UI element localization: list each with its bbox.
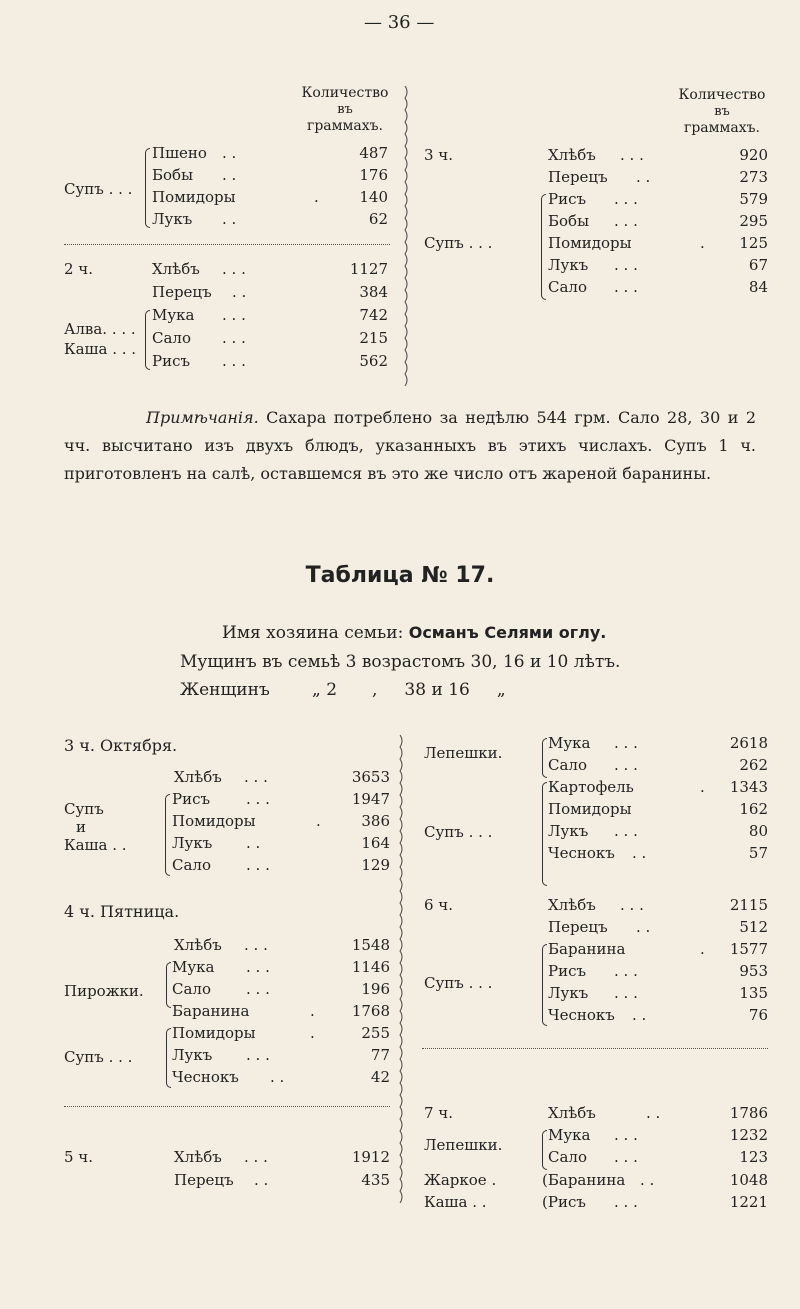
item-value: 1232 [729, 1126, 768, 1144]
item-value: 135 [739, 984, 768, 1002]
brace [542, 1130, 547, 1170]
item-name: Мука [152, 306, 195, 324]
item-value: 164 [361, 834, 390, 852]
day-header: 3 ч. Октября. [64, 736, 178, 755]
item-value: 215 [359, 329, 388, 347]
row-label: Каша . . . [64, 340, 137, 358]
item-name: (Баранина [542, 1171, 626, 1189]
item-name: Мука [172, 958, 215, 976]
item-name: Помидоры [548, 800, 632, 818]
item-name: Бобы [548, 212, 590, 230]
note-label: Примѣчанія. [146, 408, 259, 427]
header-line-1: Количество [678, 87, 766, 103]
row-label: Каша . . [424, 1193, 487, 1211]
top-right-header [662, 88, 782, 135]
item-value: 76 [748, 1006, 768, 1024]
item-value: 3653 [351, 768, 390, 786]
item-name: Лукъ [172, 1046, 213, 1064]
item-value: 435 [361, 1171, 390, 1189]
item-name: Лукъ [152, 210, 193, 228]
item-value: 562 [359, 352, 388, 370]
item-value: 295 [739, 212, 768, 230]
page: — 36 — Количество въ граммахъ. Супъ . . . Пшено Бобы Помидоры Лукъ . . . . . . . 487 176 140 62 2 ч. Хлѣбъ Перецъ . . . . . 1127 384 Алва. . . . Каша . . . Мука Сало Рисъ . . . . . . . . . 742 215 562 Количество въ граммахъ. 3 ч. Хлѣбъ Перецъ . . . . . 920 273 Супъ . . . Рисъ Бобы Помидоры Лукъ Сало . . . . . . . . . . . . . 579 295 125 67 84 Примѣчанія. Сахара потреблено за недѣлю 544 грм. Сало 28, 30 и 2 чч. высчитано изъ двухъ блюдъ, указанныхъ въ этихъ числахъ. Супъ 1 ч. приготовленъ на салѣ, оставшемся въ это же число отъ жареной баранины. Таблица № 17. Имя хозяина семьи: Османъ Селями оглу. Мущинъ въ семьѣ 3 возрастомъ 30, 16 и 10 лѣтъ. Женщинъ „ 2 , 38 и 16 „ 3 ч. Октября. Хлѣбъ . . . 3653 Супъ и Каша . . Рисъ Помидоры Лукъ Сало . . . . . . . . . 1947 386 164 129 4 ч. Пятница. Хлѣбъ . . . 1548 Пирожки. Супъ . . . Мука Сало Баранина Помидоры Лукъ Чеснокъ . . . . . . . . . . . . . 1146 196 1768 255 77 42 5 ч. Хлѣбъ Перецъ . . . . . 1912 435 Лепешки. Мука Сало . . . . . . 2618 262 Супъ . . . Картофель Помидоры Лукъ Чеснокъ . . . . . . 1343 162 80 57 6 ч. Хлѣбъ Перецъ . . . . . 2115 512 Супъ . . . Баранина Рисъ Лукъ Чеснокъ . . . . . . . . . 1577 953 135 76 7 ч. Хлѣбъ . . 1786 Лепешки. Мука Сало . . . . . . 1232 123 Жаркое . (Баранина . . 1048 Каша . . (Рисъ . . . 1221 [0, 0, 800, 1309]
item-name: Сало [548, 756, 587, 774]
brace [541, 194, 546, 300]
item-value: 2115 [729, 896, 768, 914]
table-title: Таблица № 17. [305, 563, 495, 588]
row-label: Лепешки. [424, 1136, 503, 1154]
row-label: Лепешки. [424, 744, 503, 762]
item-name: Баранина [172, 1002, 250, 1020]
row-label: Супъ [64, 800, 104, 818]
item-name: Хлѣбъ [174, 768, 222, 786]
column-divider [403, 86, 409, 386]
men-line: Мущинъ въ семьѣ 3 возрастомъ 30, 16 и 10 лѣтъ. [180, 652, 621, 672]
header-line-1: Количество [301, 85, 389, 101]
item-name: Картофель [548, 778, 634, 796]
dotted-separator [64, 1106, 390, 1107]
women-ages: , 38 и 16 „ [372, 680, 506, 700]
item-value: 196 [361, 980, 390, 998]
owner-prefix: Имя хозяина семьи: [222, 623, 409, 643]
item-name: Сало [172, 980, 211, 998]
item-name: Мука [548, 1126, 591, 1144]
item-name: Пшено [152, 144, 207, 162]
brace [542, 738, 547, 778]
brace [542, 944, 547, 1026]
item-name: Перецъ [548, 168, 608, 186]
row-label: Супъ . . . [64, 180, 133, 198]
item-value: 487 [359, 144, 388, 162]
item-value: 1786 [729, 1104, 768, 1122]
item-name: Чеснокъ [548, 1006, 615, 1024]
day-label: 5 ч. [64, 1148, 93, 1166]
item-value: 123 [739, 1148, 768, 1166]
item-value: 62 [368, 210, 388, 228]
item-name: Хлѣбъ [548, 146, 596, 164]
item-value: 176 [359, 166, 388, 184]
row-label: Жаркое . [424, 1171, 497, 1189]
item-name: Перецъ [152, 283, 212, 301]
item-name: Перецъ [174, 1171, 234, 1189]
item-value: 920 [739, 146, 768, 164]
item-value: 1768 [351, 1002, 390, 1020]
item-value: 1343 [729, 778, 768, 796]
item-name: Рисъ [172, 790, 211, 808]
item-value: 67 [748, 256, 768, 274]
item-value: 1548 [351, 936, 390, 954]
item-value: 255 [361, 1024, 390, 1042]
brace [166, 1028, 171, 1088]
day-label: 2 ч. [64, 260, 93, 278]
item-value: 1048 [729, 1171, 768, 1189]
row-label: Супъ . . . [424, 823, 493, 841]
item-value: 2618 [729, 734, 768, 752]
item-value: 1947 [351, 790, 390, 808]
row-label: Супъ . . . [424, 234, 493, 252]
item-name: Чеснокъ [548, 844, 615, 862]
item-name: Перецъ [548, 918, 608, 936]
item-name: Рисъ [152, 352, 191, 370]
item-name: Лукъ [548, 984, 589, 1002]
owner-line [222, 623, 606, 643]
item-name: Сало [548, 278, 587, 296]
row-label: Супъ . . . [424, 974, 493, 992]
item-name: Хлѣбъ [548, 1104, 596, 1122]
row-label: Алва. . . . [64, 320, 136, 338]
item-name: Сало [152, 329, 191, 347]
item-name: Сало [548, 1148, 587, 1166]
header-line-2: въ [337, 102, 353, 117]
item-value: 42 [370, 1068, 390, 1086]
brace [166, 962, 171, 1008]
item-name: Помидоры [152, 188, 236, 206]
owner-name: Османъ Селями оглу. [408, 623, 607, 642]
item-name: Помидоры [172, 1024, 256, 1042]
page-number: — 36 — [364, 12, 435, 33]
item-value: 129 [361, 856, 390, 874]
day-label: 3 ч. [424, 146, 453, 164]
item-name: Помидоры [548, 234, 632, 252]
brace [165, 794, 170, 876]
item-value: 262 [739, 756, 768, 774]
item-name: Хлѣбъ [152, 260, 200, 278]
header-line-2: въ [714, 104, 730, 119]
item-value: 1127 [349, 260, 388, 278]
row-label: Каша . . [64, 836, 127, 854]
item-value: 273 [739, 168, 768, 186]
item-name: Хлѣбъ [548, 896, 596, 914]
item-value: 77 [370, 1046, 390, 1064]
item-name: Сало [172, 856, 211, 874]
item-value: 1912 [351, 1148, 390, 1166]
item-value: 80 [748, 822, 768, 840]
item-name: Лукъ [548, 822, 589, 840]
brace [145, 148, 150, 228]
item-value: 1221 [729, 1193, 768, 1211]
item-value: 125 [739, 234, 768, 252]
header-line-3: граммахъ. [683, 120, 761, 136]
item-value: 953 [739, 962, 768, 980]
top-left-header [280, 86, 410, 133]
item-name: Бобы [152, 166, 194, 184]
note-text: Сахара потреблено за недѣлю 544 грм. Сало 28, 30 и 2 чч. высчитано изъ двухъ блюдъ, указанныхъ въ этихъ числахъ. Супъ 1 ч. приготовленъ на салѣ, оставшемся въ это же число отъ жареной баранины. [64, 408, 756, 483]
item-value: 57 [748, 844, 768, 862]
item-value: 1577 [729, 940, 768, 958]
row-label: Пирожки. [64, 982, 144, 1000]
item-value: 84 [748, 278, 768, 296]
item-name: Мука [548, 734, 591, 752]
item-name: (Рисъ [542, 1193, 586, 1211]
item-value: 512 [739, 918, 768, 936]
item-name: Лукъ [548, 256, 589, 274]
item-value: 386 [361, 812, 390, 830]
item-value: 162 [739, 800, 768, 818]
brace [145, 310, 150, 370]
column-divider [398, 735, 404, 1203]
row-label: и [76, 818, 86, 836]
item-name: Хлѣбъ [174, 1148, 222, 1166]
dotted-separator [422, 1048, 768, 1049]
women-count: „ 2 [312, 680, 338, 700]
brace [542, 782, 547, 886]
row-label: Супъ . . . [64, 1048, 133, 1066]
day-label: 6 ч. [424, 896, 453, 914]
day-label: 7 ч. [424, 1104, 453, 1122]
item-name: Помидоры [172, 812, 256, 830]
item-name: Рисъ [548, 962, 587, 980]
day-header: 4 ч. Пятница. [64, 902, 180, 921]
item-name: Хлѣбъ [174, 936, 222, 954]
header-line-3: граммахъ. [306, 118, 384, 134]
item-name: Рисъ [548, 190, 587, 208]
item-name: Баранина [548, 940, 626, 958]
item-value: 140 [359, 188, 388, 206]
item-value: 1146 [351, 958, 390, 976]
note-paragraph [64, 404, 756, 488]
item-value: 579 [739, 190, 768, 208]
item-name: Лукъ [172, 834, 213, 852]
item-value: 742 [359, 306, 388, 324]
item-name: Чеснокъ [172, 1068, 239, 1086]
women-label: Женщинъ [180, 680, 270, 700]
dotted-separator [64, 244, 390, 245]
item-value: 384 [359, 283, 388, 301]
